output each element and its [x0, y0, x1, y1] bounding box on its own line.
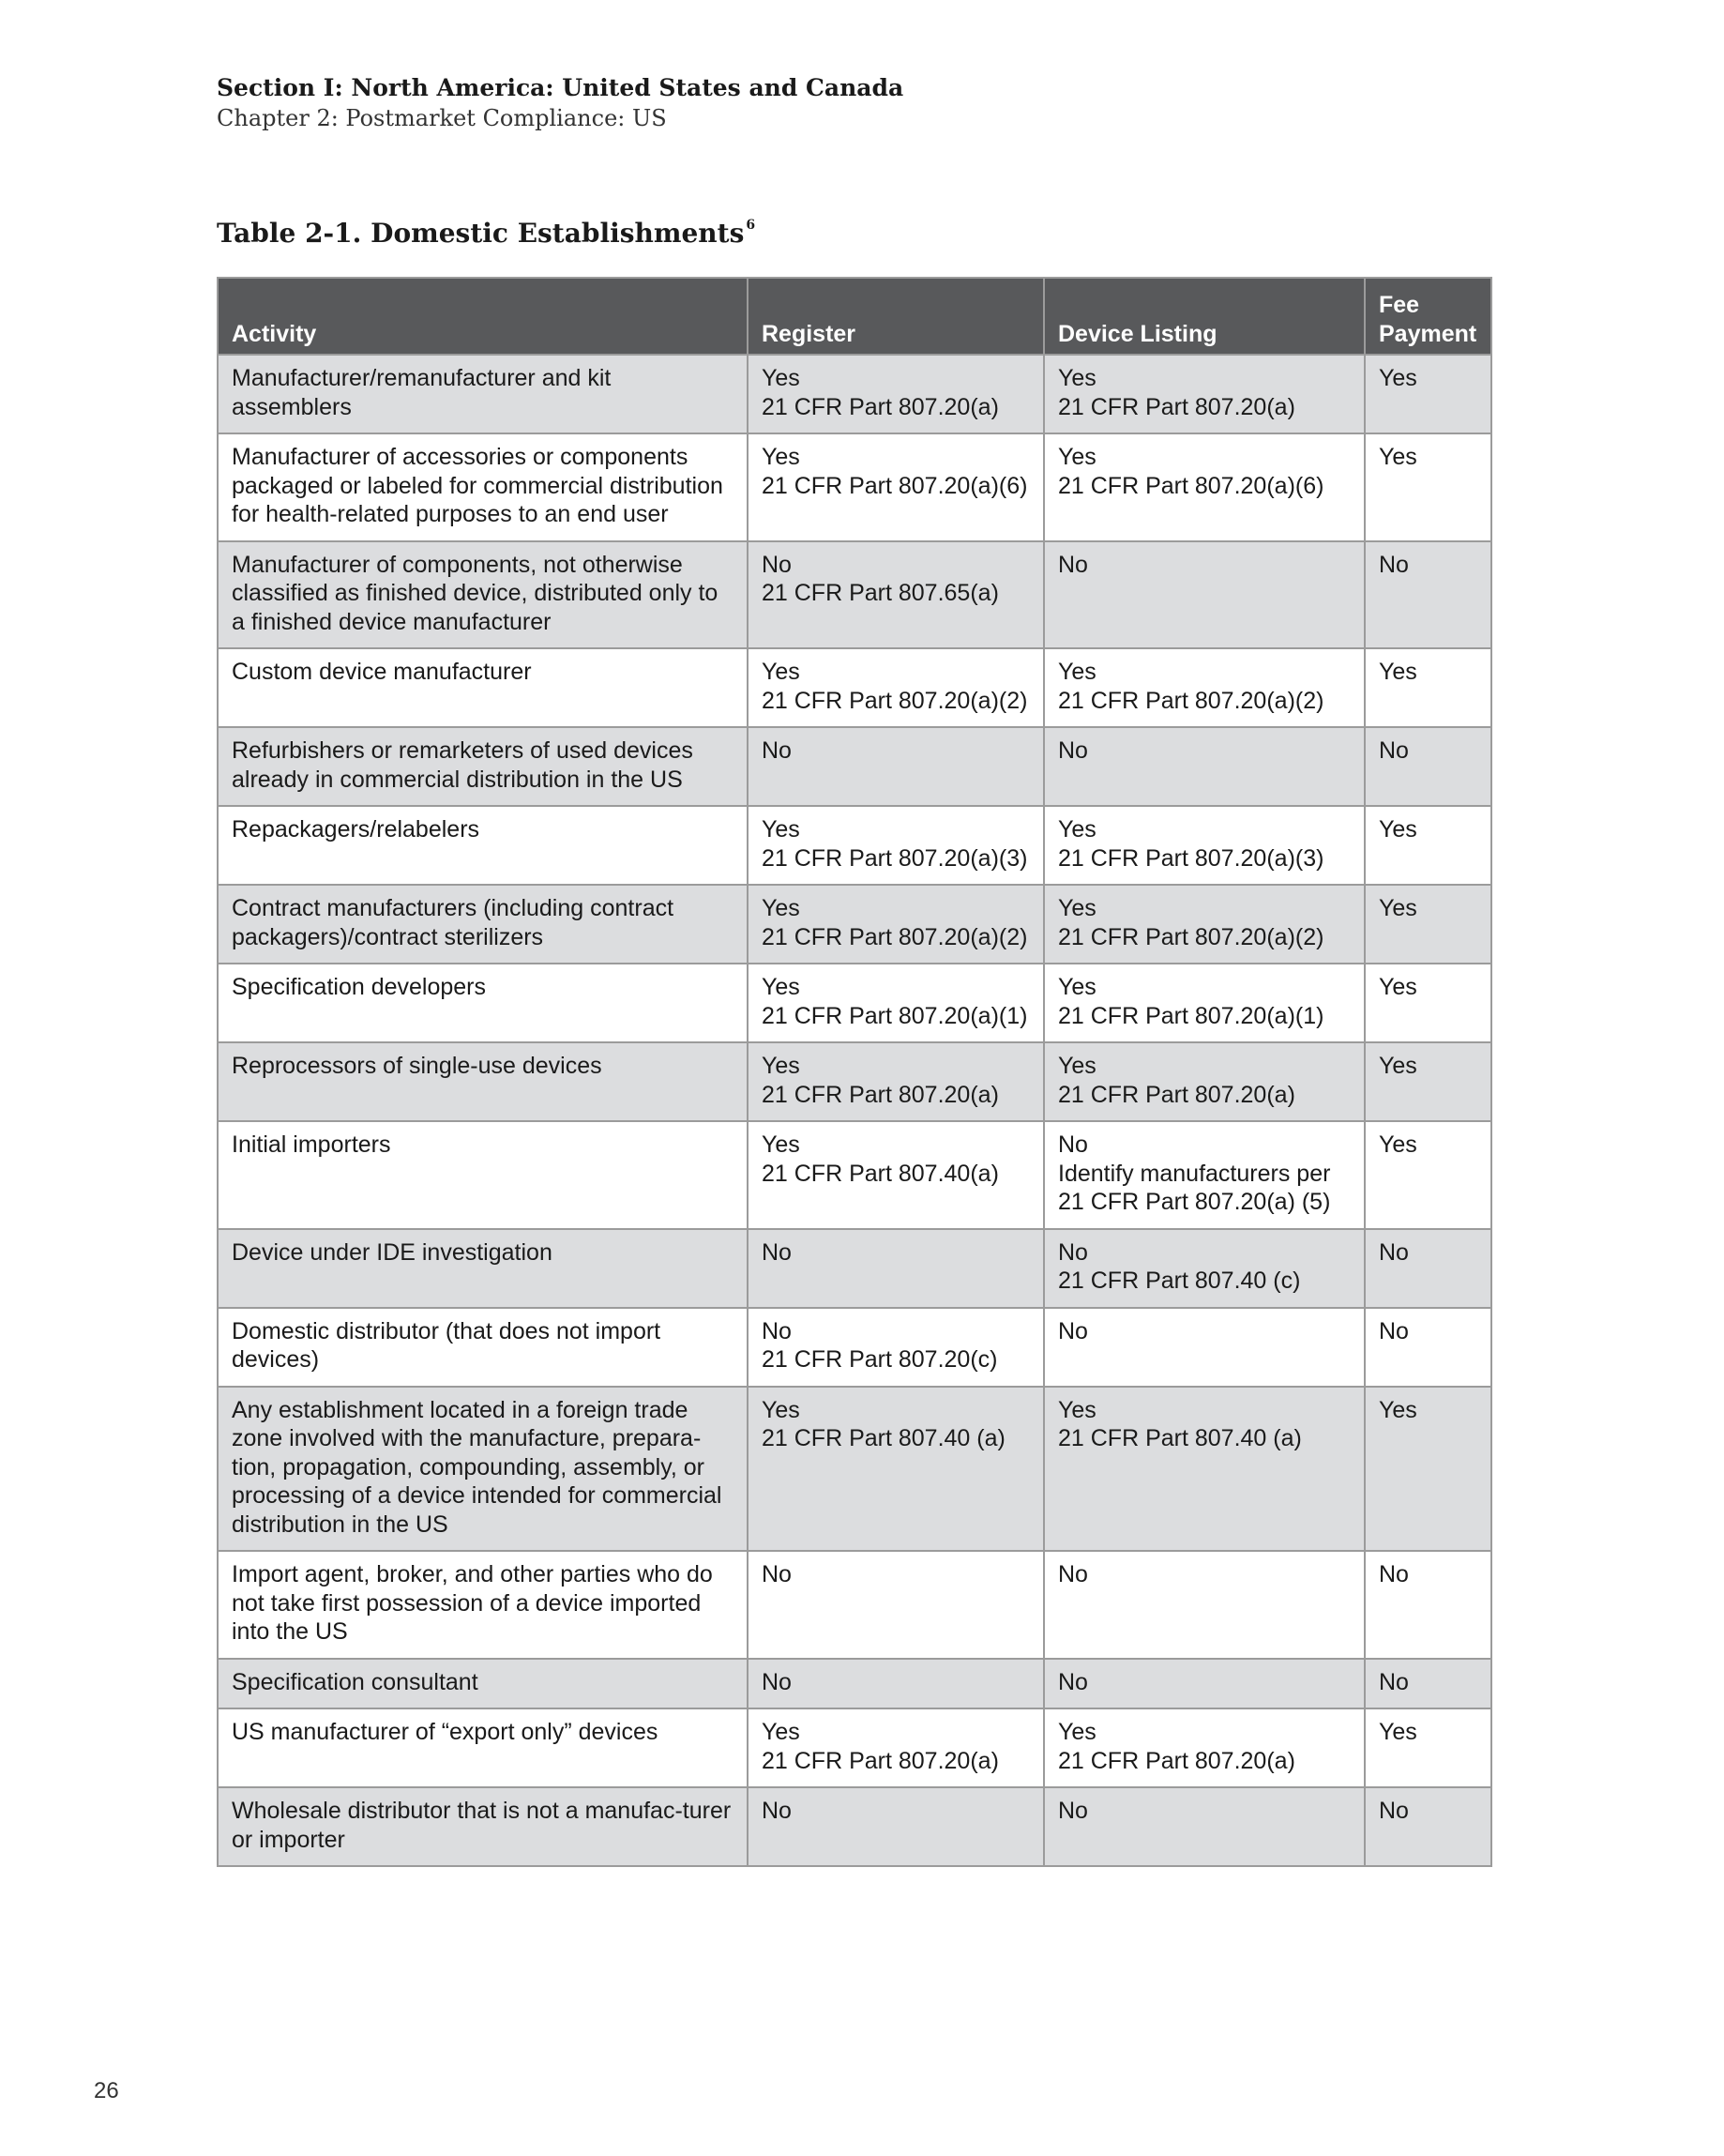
- table-row: [218, 541, 1491, 649]
- register-cell-line: 21 CFR Part 807.20(a)(2): [762, 923, 1028, 950]
- register-cell: [748, 1551, 1044, 1659]
- register-cell-line: No: [762, 1317, 792, 1344]
- activity-cell: Manufacturer of components, not otherwise classified as finished device, distributed only to a finished device manufacturer: [218, 541, 748, 649]
- fee-payment-cell: No: [1365, 541, 1491, 649]
- device-listing-cell-line: No: [1058, 1317, 1088, 1344]
- register-cell: [748, 1229, 1044, 1308]
- register-cell-line: 21 CFR Part 807.20(a): [762, 1081, 999, 1108]
- table-row: [218, 433, 1491, 541]
- table-row: [218, 1787, 1491, 1866]
- device-listing-cell-line: Yes: [1058, 974, 1096, 1000]
- activity-cell: Device under IDE investigation: [218, 1229, 748, 1308]
- table-title-text: Table 2-1. Domestic Establishments: [217, 218, 745, 249]
- register-cell: [748, 1659, 1044, 1709]
- device-listing-cell-line: Yes: [1058, 444, 1096, 470]
- column-header-fee-payment: [1365, 278, 1491, 355]
- device-listing-cell: [1044, 648, 1365, 727]
- register-cell: [748, 541, 1044, 649]
- establishments-table: [217, 277, 1492, 1867]
- register-cell-line: Yes: [762, 444, 800, 470]
- fee-payment-cell: No: [1365, 1551, 1491, 1659]
- device-listing-cell: [1044, 727, 1365, 806]
- fee-header-line: Fee: [1379, 292, 1420, 318]
- device-listing-cell-line: 21 CFR Part 807.20(a): [1058, 1747, 1295, 1774]
- register-cell: [748, 433, 1044, 541]
- activity-cell: Contract manufacturers (including contract packagers)/contract sterilizers: [218, 885, 748, 964]
- device-listing-cell: [1044, 1787, 1365, 1866]
- activity-cell: Any establishment located in a foreign trade zone involved with the manufacture, prepara-tion, propagation, compounding, assembly, or processing of a device intended for commercial distribution in the US: [218, 1387, 748, 1552]
- register-cell-line: 21 CFR Part 807.20(a)(2): [762, 687, 1028, 714]
- device-listing-cell: [1044, 1551, 1365, 1659]
- device-listing-cell-line: Yes: [1058, 659, 1096, 685]
- register-cell: [748, 964, 1044, 1042]
- register-cell-line: 21 CFR Part 807.20(a): [762, 393, 999, 420]
- register-cell: [748, 1787, 1044, 1866]
- device-listing-cell-line: 21 CFR Part 807.20(a)(3): [1058, 844, 1324, 872]
- table-row: [218, 648, 1491, 727]
- device-listing-cell-line: Yes: [1058, 1719, 1096, 1745]
- register-cell-line: Yes: [762, 1131, 800, 1158]
- table-row: [218, 1387, 1491, 1552]
- register-cell-line: Yes: [762, 816, 800, 843]
- device-listing-cell: [1044, 355, 1365, 433]
- activity-cell: Domestic distributor (that does not import devices): [218, 1308, 748, 1387]
- table-row: [218, 1121, 1491, 1229]
- register-cell: [748, 885, 1044, 964]
- device-listing-cell-line: 21 CFR Part 807.20(a)(2): [1058, 687, 1324, 714]
- register-cell: [748, 727, 1044, 806]
- table-row: [218, 727, 1491, 806]
- activity-cell: Reprocessors of single-use devices: [218, 1042, 748, 1121]
- register-cell-line: 21 CFR Part 807.20(a)(6): [762, 472, 1028, 499]
- table-title: [217, 208, 755, 251]
- device-listing-cell-line: 21 CFR Part 807.20(a)(1): [1058, 1002, 1324, 1029]
- register-cell-line: No: [762, 1561, 792, 1587]
- register-cell: [748, 1708, 1044, 1787]
- device-listing-cell: [1044, 964, 1365, 1042]
- register-cell-line: Yes: [762, 365, 800, 391]
- activity-cell: Custom device manufacturer: [218, 648, 748, 727]
- register-cell-line: No: [762, 1238, 792, 1266]
- device-listing-cell-line: No: [1058, 1668, 1088, 1695]
- activity-cell: Manufacturer of accessories or components packaged or labeled for commercial distribution for health-related purposes to an end user: [218, 433, 748, 541]
- device-listing-cell-line: Yes: [1058, 1053, 1096, 1079]
- table-row: [218, 1659, 1491, 1709]
- register-cell-line: 21 CFR Part 807.20(c): [762, 1346, 998, 1373]
- register-cell: [748, 648, 1044, 727]
- device-listing-cell: [1044, 1042, 1365, 1121]
- chapter-title: Chapter 2: Postmarket Compliance: US: [217, 105, 667, 131]
- device-listing-cell-line: No: [1058, 551, 1088, 578]
- register-cell-line: No: [762, 737, 792, 764]
- activity-cell: Repackagers/relabelers: [218, 806, 748, 885]
- register-cell: [748, 1042, 1044, 1121]
- fee-payment-cell: Yes: [1365, 355, 1491, 433]
- register-cell-line: 21 CFR Part 807.20(a)(3): [762, 844, 1028, 872]
- register-cell-line: No: [762, 1668, 792, 1695]
- fee-payment-cell: Yes: [1365, 1387, 1491, 1552]
- register-cell: [748, 1387, 1044, 1552]
- register-cell-line: Yes: [762, 895, 800, 921]
- fee-payment-cell: Yes: [1365, 1121, 1491, 1229]
- register-cell-line: 21 CFR Part 807.20(a): [762, 1747, 999, 1774]
- column-header-register: Register: [748, 278, 1044, 355]
- fee-payment-cell: Yes: [1365, 885, 1491, 964]
- register-cell-line: 21 CFR Part 807.65(a): [762, 580, 999, 606]
- device-listing-cell: [1044, 806, 1365, 885]
- table-row: [218, 885, 1491, 964]
- activity-cell: US manufacturer of “export only” devices: [218, 1708, 748, 1787]
- register-cell-line: No: [762, 1798, 792, 1824]
- activity-cell: Manufacturer/remanufacturer and kit assemblers: [218, 355, 748, 433]
- table-row: [218, 806, 1491, 885]
- fee-payment-cell: Yes: [1365, 1042, 1491, 1121]
- device-listing-cell: [1044, 541, 1365, 649]
- device-listing-cell-line: 21 CFR Part 807.20(a): [1058, 1081, 1295, 1108]
- register-cell: [748, 1308, 1044, 1387]
- activity-cell: Initial importers: [218, 1121, 748, 1229]
- fee-payment-cell: Yes: [1365, 806, 1491, 885]
- fee-payment-cell: No: [1365, 1308, 1491, 1387]
- register-cell-line: Yes: [762, 1719, 800, 1745]
- device-listing-cell: [1044, 885, 1365, 964]
- device-listing-cell: [1044, 1659, 1365, 1709]
- activity-cell: Wholesale distributor that is not a manufac-turer or importer: [218, 1787, 748, 1866]
- fee-payment-cell: Yes: [1365, 1708, 1491, 1787]
- activity-cell: Refurbishers or remarketers of used devices already in commercial distribution in the US: [218, 727, 748, 806]
- device-listing-cell-line: No: [1058, 737, 1088, 764]
- fee-payment-cell: No: [1365, 727, 1491, 806]
- device-listing-cell-line: 21 CFR Part 807.20(a)(2): [1058, 923, 1324, 950]
- table-body: [218, 355, 1491, 1866]
- column-header-activity: Activity: [218, 278, 748, 355]
- activity-cell: Specification consultant: [218, 1659, 748, 1709]
- activity-cell: Import agent, broker, and other parties who do not take first possession of a device imported into the US: [218, 1551, 748, 1659]
- register-cell-line: 21 CFR Part 807.40(a): [762, 1160, 999, 1187]
- device-listing-cell-line: No: [1058, 1561, 1088, 1587]
- activity-cell: Specification developers: [218, 964, 748, 1042]
- table-row: [218, 1042, 1491, 1121]
- device-listing-cell-line: No: [1058, 1131, 1088, 1158]
- device-listing-cell-line: Yes: [1058, 816, 1096, 843]
- fee-payment-cell: No: [1365, 1787, 1491, 1866]
- column-header-device-listing: Device Listing: [1044, 278, 1365, 355]
- fee-payment-cell: No: [1365, 1229, 1491, 1308]
- register-cell-line: 21 CFR Part 807.20(a)(1): [762, 1002, 1028, 1029]
- fee-payment-cell: No: [1365, 1659, 1491, 1709]
- register-cell: [748, 806, 1044, 885]
- device-listing-cell: [1044, 1387, 1365, 1552]
- device-listing-cell: [1044, 1229, 1365, 1308]
- device-listing-cell: [1044, 1121, 1365, 1229]
- device-listing-cell-line: 21 CFR Part 807.20(a)(6): [1058, 472, 1324, 499]
- fee-payment-cell: Yes: [1365, 964, 1491, 1042]
- footnote-marker: 6: [746, 218, 756, 233]
- device-listing-cell-line: Yes: [1058, 1396, 1096, 1423]
- register-cell-line: Yes: [762, 659, 800, 685]
- register-cell: [748, 355, 1044, 433]
- page-number: 26: [94, 2078, 119, 2103]
- fee-payment-cell: Yes: [1365, 648, 1491, 727]
- device-listing-cell-line: No: [1058, 1798, 1088, 1824]
- register-cell-line: No: [762, 551, 792, 578]
- device-listing-cell-line: Yes: [1058, 365, 1096, 391]
- table-row: [218, 964, 1491, 1042]
- register-cell-line: Yes: [762, 974, 800, 1000]
- register-cell-line: Yes: [762, 1396, 800, 1423]
- device-listing-cell-line: No: [1058, 1238, 1088, 1266]
- table-row: [218, 1708, 1491, 1787]
- device-listing-cell-line: Yes: [1058, 895, 1096, 921]
- device-listing-cell: [1044, 1308, 1365, 1387]
- table-header-row: [218, 278, 1491, 355]
- section-title: Section I: North America: United States and Canada: [217, 74, 904, 101]
- device-listing-cell-line: 21 CFR Part 807.40 (c): [1058, 1268, 1301, 1294]
- device-listing-cell: [1044, 1708, 1365, 1787]
- device-listing-cell-line: Identify manufacturers per 21 CFR Part 807.20(a) (5): [1058, 1160, 1331, 1215]
- fee-payment-cell: Yes: [1365, 433, 1491, 541]
- table-row: [218, 1551, 1491, 1659]
- register-cell-line: 21 CFR Part 807.40 (a): [762, 1425, 1006, 1451]
- table-row: [218, 1229, 1491, 1308]
- running-head: [217, 73, 903, 133]
- table-row: [218, 355, 1491, 433]
- table-row: [218, 1308, 1491, 1387]
- payment-header-line: Payment: [1379, 320, 1477, 347]
- register-cell-line: Yes: [762, 1053, 800, 1079]
- device-listing-cell-line: 21 CFR Part 807.20(a): [1058, 393, 1295, 420]
- register-cell: [748, 1121, 1044, 1229]
- device-listing-cell: [1044, 433, 1365, 541]
- device-listing-cell-line: 21 CFR Part 807.40 (a): [1058, 1425, 1302, 1451]
